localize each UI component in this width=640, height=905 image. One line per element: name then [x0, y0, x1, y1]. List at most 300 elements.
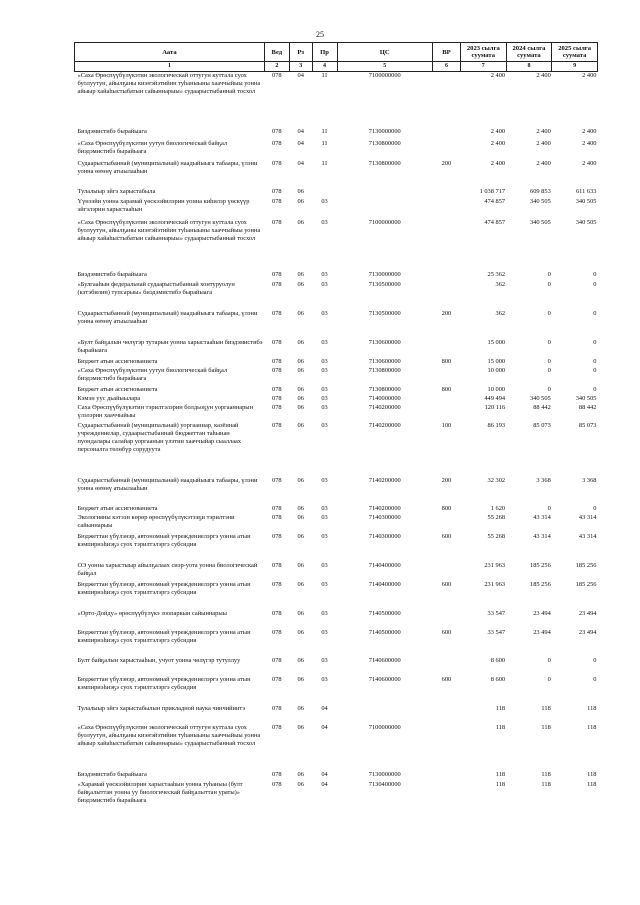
row-amount-2025: 611 633 [575, 187, 597, 195]
row-vr [432, 404, 460, 422]
row-rz: 06 [297, 504, 304, 512]
row-amount-2025: 2 400 [582, 127, 597, 135]
row-pr: 03 [321, 357, 328, 365]
row-amount-2024: 185 256 [530, 561, 551, 569]
row-amount-2025: 0 [593, 385, 597, 393]
row-ved: 078 [272, 403, 282, 411]
row-cs [337, 198, 432, 219]
header-cell-2025: 2025 сылга суумата [552, 43, 598, 62]
row-cs: 7140300000 [368, 513, 401, 521]
table-row [75, 610, 598, 629]
row-pr: 03 [321, 338, 328, 346]
row-vr [432, 140, 460, 160]
row-pr: 03 [321, 218, 328, 226]
header-cell-ved: Вед [264, 43, 289, 62]
row-amount-2023: 8 600 [490, 675, 506, 683]
row-name: Булт байҕалын харыстааһын, учуот уонна чөлүгэр тутуллуу [77, 656, 241, 664]
row-vr: 800 [441, 385, 452, 393]
row-rz: 06 [297, 270, 304, 278]
row-cs: 7140200000 [368, 421, 401, 429]
row-name: Биэдэмистибэ бырайыага [77, 770, 147, 778]
row-amount-2023: 231 963 [484, 561, 506, 569]
row-vr [432, 128, 460, 140]
row-amount-2024: 118 [541, 723, 551, 731]
row-ved: 078 [272, 609, 282, 617]
row-pr: 03 [321, 385, 328, 393]
table-row [75, 160, 598, 188]
row-ved: 078 [272, 280, 282, 288]
table-row [75, 271, 598, 281]
row-name: Судаарыстыбаннай (муниципальнай) наадыйыыга табаары, үлэни уонна өҥөнү атыылааһын [77, 309, 258, 325]
row-name: «Саха Өрөспүүбүлүкэтин экологическай оттугун куттала суох буолуутун, айылҕаны киэҥэйэтийин туһаныыны хааччыйыы уонна айыыр хайаһыстыбатын сайыннарыы» судаарыстыбаннай тосхол [77, 723, 261, 747]
row-cs: 7140600000 [368, 675, 401, 683]
row-rz: 06 [297, 780, 304, 788]
row-pr: 04 [321, 770, 328, 778]
row-amount-2024: 0 [547, 385, 551, 393]
row-rz: 06 [297, 421, 304, 429]
row-rz: 06 [297, 532, 304, 540]
row-vr: 100 [441, 421, 452, 429]
row-amount-2024: 0 [547, 675, 551, 683]
row-vr [432, 188, 460, 198]
row-vr [432, 271, 460, 281]
row-amount-2023: 474 857 [484, 218, 506, 226]
row-cs: 7130400000 [368, 780, 401, 788]
row-amount-2024: 0 [547, 338, 551, 346]
header-number: 7 [460, 62, 506, 72]
row-amount-2024: 0 [547, 357, 551, 365]
row-pr: 03 [321, 675, 328, 683]
row-amount-2025: 0 [593, 338, 597, 346]
row-amount-2025: 0 [593, 366, 597, 374]
row-cs: 7140300000 [368, 532, 401, 540]
row-amount-2023: 8 600 [490, 656, 506, 664]
row-ved: 078 [272, 366, 282, 374]
row-amount-2024: 340 505 [530, 197, 551, 205]
table-row [75, 281, 598, 310]
row-rz: 06 [297, 561, 304, 569]
table-row [75, 198, 598, 219]
row-vr: 800 [441, 357, 452, 365]
row-ved: 078 [272, 628, 282, 636]
row-rz: 04 [297, 72, 304, 79]
row-amount-2025: 23 494 [578, 609, 597, 617]
row-amount-2023: 33 547 [487, 628, 506, 636]
row-cs: 7140400000 [368, 561, 401, 569]
row-vr [432, 339, 460, 358]
row-amount-2023: 120 116 [484, 403, 506, 411]
row-name: Бюджет атын ассигнованиета [77, 385, 158, 393]
row-amount-2023: 118 [495, 704, 506, 712]
row-amount-2025: 0 [593, 675, 597, 683]
row-pr: 04 [321, 780, 328, 788]
row-vr [432, 724, 460, 771]
header-cell-pr: Пр [312, 43, 337, 62]
row-amount-2023: 2 400 [490, 139, 506, 147]
row-amount-2025: 2 400 [582, 139, 597, 147]
row-amount-2023: 86 193 [487, 421, 506, 429]
row-ved: 078 [272, 338, 282, 346]
row-cs [337, 188, 432, 198]
row-vr [432, 219, 460, 271]
row-pr: 04 [321, 704, 328, 712]
row-rz: 06 [297, 476, 304, 484]
row-amount-2023: 362 [495, 280, 506, 288]
row-cs: 7100000000 [368, 72, 401, 79]
row-cs: 7140500000 [368, 609, 401, 617]
row-amount-2025: 340 505 [575, 197, 597, 205]
row-ved: 078 [272, 723, 282, 731]
row-ved: 078 [272, 385, 282, 393]
row-amount-2025: 88 442 [578, 403, 597, 411]
row-name: Тулалыыр эйгэ харыстабыла [77, 187, 156, 195]
row-amount-2023: 118 [495, 723, 506, 731]
row-cs: 7140400000 [368, 580, 401, 588]
row-name: «Орто-Дойду» өрөспүүбүлүкэ зоопаркын сайыннарыы [77, 609, 227, 617]
table-row [75, 367, 598, 386]
row-amount-2025: 340 505 [575, 394, 597, 402]
row-pr: 03 [321, 366, 328, 374]
row-name: Судаарыстыбаннай (муниципальнай) наадыйыыга табаары, үлэни уонна өҥөнү атыылааһын [77, 476, 258, 492]
row-rz: 06 [297, 403, 304, 411]
row-pr: 03 [321, 309, 328, 317]
row-cs [337, 705, 432, 724]
row-amount-2024: 23 494 [533, 628, 551, 636]
row-amount-2024: 0 [547, 309, 551, 317]
row-name: «Саха Өрөспүүбүлүкэтин уутун биологическай байҕал биэдэмистибэ бырайыага [77, 139, 228, 155]
row-name: «Харамай үөскээйилэрин харыстааһын уонна туһаныы (булт байҕалыттан уонна уу биологическай байҕалыттан ураты)» биэдэмистибэ бырайыага [77, 780, 243, 804]
row-pr: 03 [321, 504, 328, 512]
row-ved: 078 [272, 780, 282, 788]
row-rz: 06 [297, 394, 304, 402]
row-ved: 078 [272, 309, 282, 317]
row-cs: 7130800000 [368, 159, 401, 167]
row-rz: 06 [297, 218, 304, 226]
row-ved: 078 [272, 159, 282, 167]
row-vr [432, 395, 460, 404]
page-number: 25 [316, 30, 324, 39]
header-row [75, 43, 598, 62]
row-amount-2024: 88 442 [533, 403, 551, 411]
header-cell-cs: ЦС [337, 43, 432, 62]
row-vr: 600 [441, 675, 452, 683]
row-amount-2024: 2 400 [536, 159, 551, 167]
table-row [75, 404, 598, 422]
row-pr: 11 [321, 139, 328, 147]
row-name: Бюджеттан үбүлэнэр, автономнай учреждениелэргэ уонна атын кэмпириэһиэҕэ суох тэрилтэлэргэ субсидия [77, 580, 251, 596]
row-ved: 078 [272, 532, 282, 540]
row-amount-2025: 0 [593, 357, 597, 365]
row-ved: 078 [272, 504, 282, 512]
row-amount-2023: 1 620 [490, 504, 506, 512]
row-vr [432, 562, 460, 581]
row-vr [432, 781, 460, 809]
row-vr: 200 [441, 309, 452, 317]
header-number: 3 [289, 62, 312, 72]
row-amount-2025: 43 314 [578, 532, 597, 540]
row-pr: 03 [321, 280, 328, 288]
table-row [75, 629, 598, 657]
row-cs: 7140200000 [368, 476, 401, 484]
row-cs: 7130000000 [368, 770, 401, 778]
row-amount-2025: 23 494 [578, 628, 597, 636]
row-name: Биэдэмистибэ бырайыага [77, 127, 147, 135]
row-ved: 078 [272, 513, 282, 521]
row-name: Бюджеттан үбүлэнэр, автономнай учреждениелэргэ уонна атын кэмпириэһиэҕэ суох тэрилтэлэргэ субсидия [77, 628, 251, 644]
row-ved: 078 [272, 197, 282, 205]
row-amount-2025: 0 [593, 270, 597, 278]
row-name: «Саха Өрөспүүбүлүкэтин экологическай оттугун куттала суох буолуутун, айылҕаны киэҥэйэтийин туһаныыны хааччыйыы уонна айыыр хайаһыстыбатын сайыннарыы» судаарыстыбаннай тосхол [77, 218, 261, 242]
row-rz: 06 [297, 704, 304, 712]
row-vr: 600 [441, 580, 452, 588]
row-amount-2024: 118 [541, 780, 551, 788]
row-amount-2023: 2 400 [490, 72, 506, 79]
row-pr: 03 [321, 270, 328, 278]
row-ved: 078 [272, 656, 282, 664]
row-amount-2023: 362 [495, 309, 506, 317]
row-amount-2025: 185 256 [575, 580, 597, 588]
row-ved: 078 [272, 187, 282, 195]
header-cell-2023: 2023 сылга суумата [460, 43, 506, 62]
row-amount-2023: 55 268 [487, 532, 506, 540]
row-rz: 06 [297, 385, 304, 393]
row-amount-2024: 0 [547, 366, 551, 374]
row-vr: 800 [441, 504, 452, 512]
row-amount-2024: 185 256 [530, 580, 551, 588]
row-rz: 06 [297, 280, 304, 288]
row-pr: 03 [321, 628, 328, 636]
table-row [75, 128, 598, 140]
row-amount-2024: 0 [547, 656, 551, 664]
row-vr: 200 [441, 476, 452, 484]
row-amount-2025: 118 [587, 723, 597, 731]
table-row [75, 724, 598, 771]
row-cs: 7130000000 [368, 127, 401, 135]
row-amount-2023: 55 268 [487, 513, 506, 521]
row-amount-2025: 0 [593, 280, 597, 288]
row-pr: 03 [321, 403, 328, 411]
table-row [75, 657, 598, 676]
table-header [75, 43, 598, 72]
row-name: Бюджеттан үбүлэнэр, автономнай учреждениелэргэ уонна атын кэмпириэһиэҕэ суох тэрилтэлэргэ субсидия [77, 675, 251, 691]
row-amount-2024: 2 400 [536, 72, 551, 79]
row-amount-2023: 2 400 [490, 159, 506, 167]
table-row [75, 395, 598, 404]
header-number: 1 [75, 62, 265, 72]
row-amount-2024: 0 [547, 270, 551, 278]
row-vr: 600 [441, 532, 452, 540]
row-cs: 7130500000 [368, 280, 401, 288]
row-amount-2023: 10 000 [487, 385, 506, 393]
table-row [75, 219, 598, 271]
row-name: Үүнээйи уонна харамай үөскээйилэрин уонна киһилэр үөскүүр эйгэлэрин харыстааһын [77, 197, 250, 213]
table-row [75, 781, 598, 809]
row-name: «Саха Өрөспүүбүлүкэтин уутун биологическай байҕал биэдэмистибэ бырайыага [77, 366, 228, 382]
row-amount-2024: 2 400 [536, 139, 551, 147]
row-cs: 7130600000 [368, 357, 401, 365]
row-amount-2024: 2 400 [536, 127, 551, 135]
row-name: Бюджеттан үбүлэнэр, автономнай учреждениелэргэ уонна атын кэмпириэһиэҕэ суох тэрилтэлэргэ субсидия [77, 532, 251, 548]
row-vr [432, 705, 460, 724]
row-ved: 078 [272, 476, 282, 484]
row-pr: 03 [321, 609, 328, 617]
row-amount-2023: 33 547 [487, 609, 506, 617]
row-cs: 7130600000 [368, 338, 401, 346]
row-ved: 078 [272, 270, 282, 278]
row-cs: 7130800000 [368, 139, 401, 147]
row-name: «Булт байҕалын чөлүгэр тутарын уонна харыстааһын биэдэмистибэ бырайыага [77, 338, 263, 354]
row-ved: 078 [272, 218, 282, 226]
row-name: Саха Өрөспүүбүлүкэтин тэрилтэлэрин болдьоҕун уоргааннарын үлэлэрин хааччыйыы [77, 403, 253, 419]
row-rz: 06 [297, 309, 304, 317]
row-cs: 7100000000 [368, 723, 401, 731]
row-vr [432, 771, 460, 781]
table-row [75, 771, 598, 781]
row-ved: 078 [272, 580, 282, 588]
row-cs: 7140500000 [368, 628, 401, 636]
table-row [75, 310, 598, 339]
header-number: 2 [264, 62, 289, 72]
row-rz: 06 [297, 338, 304, 346]
row-amount-2023: 15 000 [487, 357, 506, 365]
row-amount-2025: 118 [587, 770, 597, 778]
row-amount-2025: 118 [587, 704, 597, 712]
table-row [75, 533, 598, 562]
row-pr: 03 [321, 532, 328, 540]
row-name: Экологияны кэтээн көрөр өрөспүүбүлүкэтээҕи тэрилтэни сайыннарыы [77, 513, 235, 529]
header-number: 4 [312, 62, 337, 72]
row-rz: 06 [297, 366, 304, 374]
table-row [75, 514, 598, 533]
row-pr: 03 [321, 394, 328, 402]
row-amount-2023: 25 362 [487, 270, 506, 278]
row-amount-2024: 23 494 [533, 609, 551, 617]
table-row [75, 562, 598, 581]
table-row [75, 140, 598, 160]
row-amount-2024: 340 505 [530, 218, 551, 226]
row-amount-2023: 449 494 [484, 394, 506, 402]
row-name: Судаарыстыбаннай (муниципальнай) уоргааннар, казённай учреждениелар, судаарыстыбаннай бюджеттан таһынан пуондалары салайар уоргаанын үлэтин хааччыйар сыаллаах персоналга төлөбүр сорудуута [77, 421, 242, 453]
row-pr: 11 [321, 159, 328, 167]
row-pr: 11 [321, 72, 328, 79]
row-pr: 11 [321, 127, 328, 135]
row-pr: 03 [321, 476, 328, 484]
row-rz: 06 [297, 513, 304, 521]
row-cs: 7130500000 [368, 309, 401, 317]
row-name: Судаарыстыбаннай (муниципальнай) наадыйыыга табаары, үлэни уонна өҥөнү атыылааһын [77, 159, 258, 175]
row-rz: 06 [297, 187, 304, 195]
row-amount-2025: 85 073 [578, 421, 597, 429]
row-ved: 078 [272, 139, 282, 147]
row-pr [312, 188, 337, 198]
row-amount-2023: 474 857 [484, 197, 506, 205]
row-name: ОЭ уонна харыстыыр айылҕалаах сиэр-уота уонна биологическай байҕал [77, 561, 258, 577]
row-cs: 7130800000 [368, 385, 401, 393]
row-amount-2025: 0 [593, 504, 597, 512]
row-cs: 7140200000 [368, 504, 401, 512]
row-ved: 078 [272, 72, 282, 79]
table-row [75, 676, 598, 705]
row-vr: 600 [441, 628, 452, 636]
table-row [75, 339, 598, 358]
row-ved: 078 [272, 421, 282, 429]
row-cs: 7130000000 [368, 270, 401, 278]
header-cell-name: Аата [75, 43, 265, 62]
row-rz: 06 [297, 628, 304, 636]
row-amount-2025: 2 400 [582, 72, 597, 79]
header-number: 9 [552, 62, 598, 72]
row-rz: 06 [297, 723, 304, 731]
header-cell-2024: 2024 сылга суумата [506, 43, 552, 62]
row-rz: 06 [297, 656, 304, 664]
row-amount-2025: 118 [587, 780, 597, 788]
row-rz: 06 [297, 770, 304, 778]
row-name: «Саха Өрөспүүбүлүкэтин экологическай оттугун куттала суох буолуутун, айылҕаны киэҥэйэтийин туһаныыны хааччыйыы уонна айыыр хайаһыстыбатын сайыннарыы» судаарыстыбаннай тосхол [77, 72, 261, 95]
row-amount-2023: 118 [495, 770, 506, 778]
row-ved: 078 [272, 127, 282, 135]
row-rz: 06 [297, 580, 304, 588]
table-row [75, 705, 598, 724]
row-vr [432, 281, 460, 310]
row-cs: 7130800000 [368, 366, 401, 374]
row-name: Бюджет атын ассигнованиета [77, 357, 158, 365]
row-amount-2024: 3 368 [536, 476, 551, 484]
row-amount-2024: 43 314 [533, 513, 551, 521]
row-vr [432, 72, 460, 128]
row-amount-2024: 85 073 [533, 421, 551, 429]
row-vr [432, 367, 460, 386]
header-number-row [75, 62, 598, 72]
row-amount-2024: 609 853 [530, 187, 551, 195]
row-pr: 03 [321, 656, 328, 664]
table-row [75, 358, 598, 367]
row-rz: 06 [297, 675, 304, 683]
row-ved: 078 [272, 561, 282, 569]
budget-table [74, 42, 598, 809]
row-rz: 06 [297, 609, 304, 617]
row-rz: 04 [297, 159, 304, 167]
row-amount-2025: 2 400 [582, 159, 597, 167]
row-amount-2025: 0 [593, 656, 597, 664]
row-name: Кэмэн уус дьайыылара [77, 394, 141, 402]
row-amount-2023: 1 038 717 [479, 187, 506, 195]
row-cs: 7140200000 [368, 403, 401, 411]
row-amount-2025: 185 256 [575, 561, 597, 569]
row-pr: 03 [321, 513, 328, 521]
row-name: Тулалыыр эйгэ харыстабылын прикладной наука чинчийиитэ [77, 704, 246, 712]
row-rz: 06 [297, 197, 304, 205]
row-amount-2023: 118 [495, 780, 506, 788]
row-amount-2023: 32 302 [487, 476, 506, 484]
row-amount-2024: 43 314 [533, 532, 551, 540]
row-amount-2024: 0 [547, 280, 551, 288]
row-ved: 078 [272, 357, 282, 365]
row-rz: 04 [297, 139, 304, 147]
table-row [75, 505, 598, 514]
row-pr: 03 [321, 580, 328, 588]
row-amount-2024: 118 [541, 704, 551, 712]
row-amount-2023: 10 000 [487, 366, 506, 374]
row-amount-2024: 0 [547, 504, 551, 512]
row-cs: 7140000000 [368, 394, 401, 402]
table-row [75, 386, 598, 395]
header-cell-vr: ВР [432, 43, 460, 62]
row-pr: 04 [321, 723, 328, 731]
table-row [75, 188, 598, 198]
row-name: Биэдэмистибэ бырайыага [77, 270, 147, 278]
row-ved: 078 [272, 704, 282, 712]
header-number: 6 [432, 62, 460, 72]
